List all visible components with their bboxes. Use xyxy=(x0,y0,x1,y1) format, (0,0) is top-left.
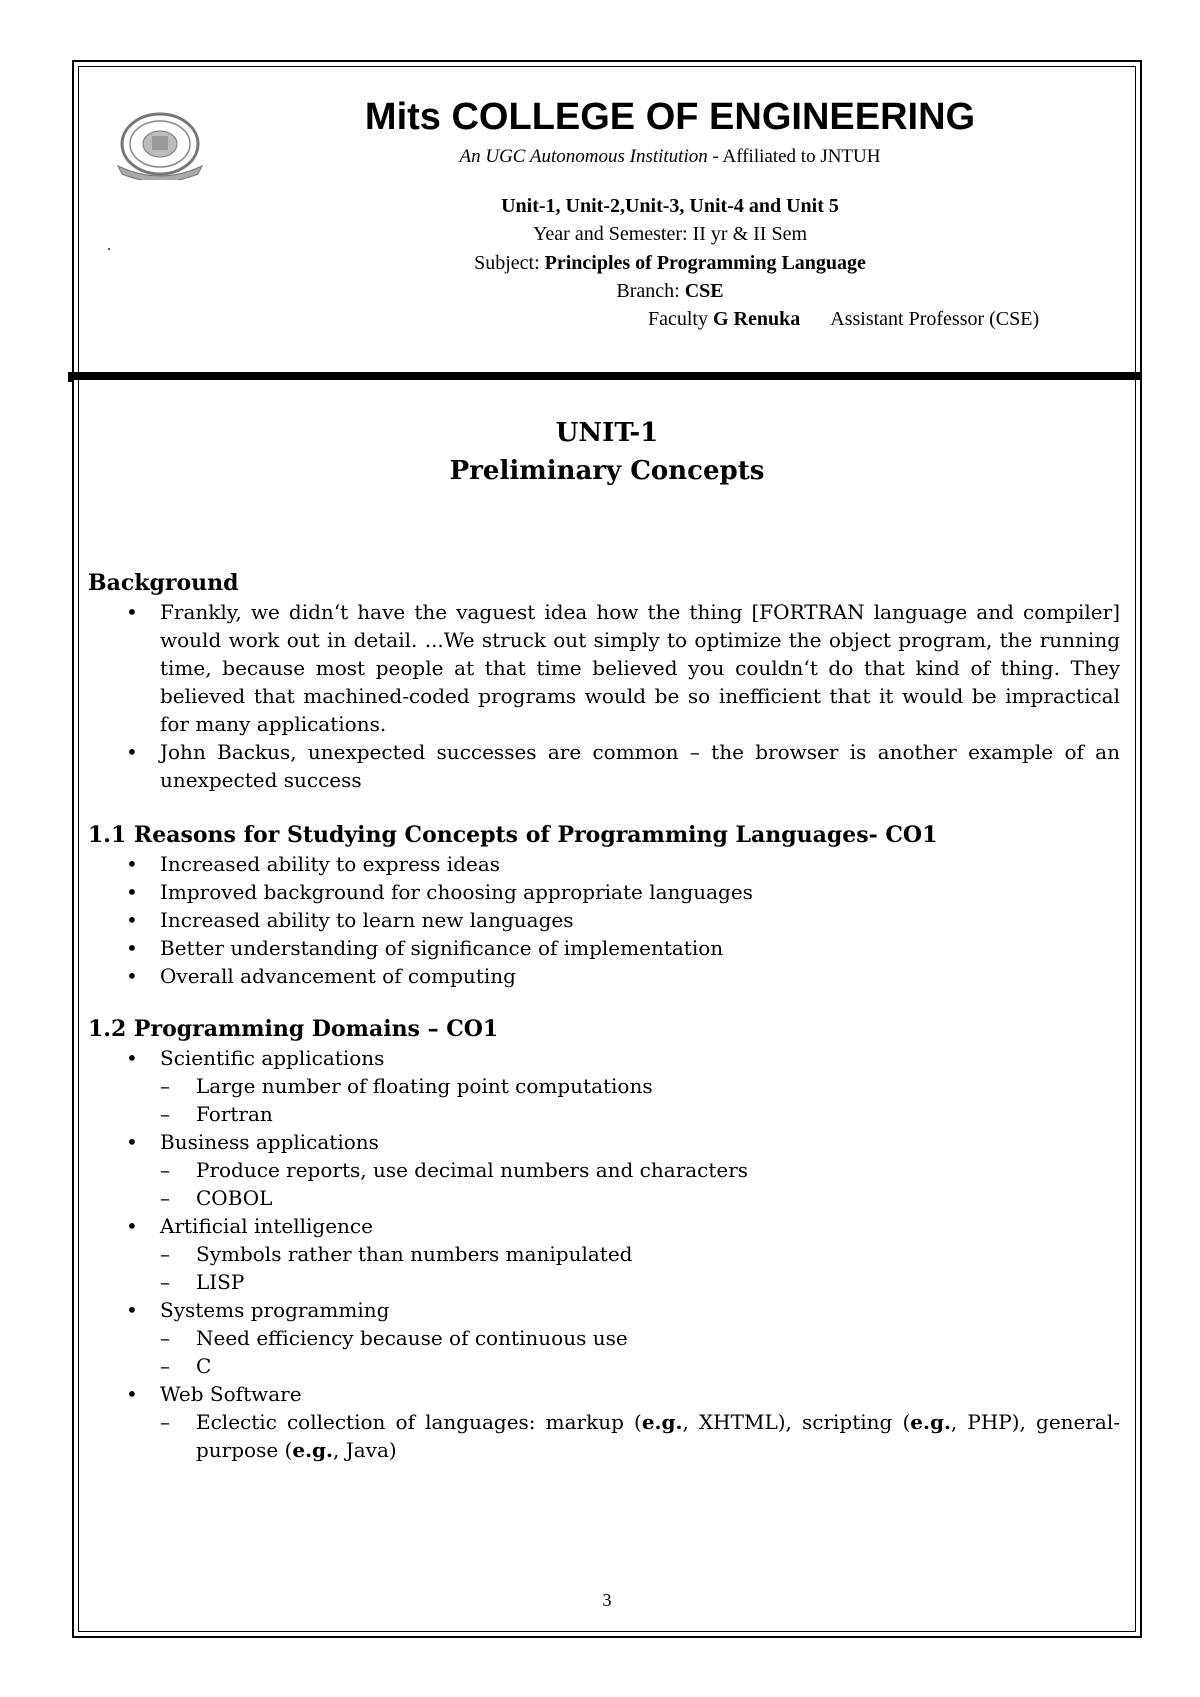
bullet-icon: • xyxy=(126,908,138,932)
branch-value: CSE xyxy=(684,280,724,302)
sub-list-item-text: Symbols rather than numbers manipulated xyxy=(196,1242,633,1266)
list-item-text: Frankly, we didn‘t have the vaguest idea how the thing [FORTRAN language and compiler] would work out in detail. ...We struck out simply to optimize the object program, the running time, because most people at that time believed you couldn‘t do that kind of thing. They believed that machined-coded programs would be so inefficient that it would be impractical for many applications. xyxy=(160,600,1120,736)
list-item xyxy=(88,1380,1120,1464)
header-divider-tick xyxy=(68,372,72,382)
domains-heading: 1.2 Programming Domains – CO1 xyxy=(88,1016,499,1042)
sub-list-item-text: COBOL xyxy=(196,1186,273,1210)
faculty-title: Assistant Professor (CSE) xyxy=(830,308,1040,330)
page-number: 3 xyxy=(602,1590,612,1610)
stray-mark xyxy=(108,248,110,250)
bullet-icon: • xyxy=(126,936,138,960)
faculty xyxy=(648,308,1039,331)
list-item xyxy=(88,962,1120,990)
background-list xyxy=(88,598,1120,794)
sub-list-item xyxy=(160,1156,1120,1184)
header-divider xyxy=(72,372,1142,380)
subject-value: Principles of Programming Language xyxy=(544,252,866,274)
bullet-icon: • xyxy=(126,1046,138,1070)
sub-list-item-text: LISP xyxy=(196,1270,245,1294)
branch-label: Branch: xyxy=(616,280,685,302)
list-item-text: Improved background for choosing appropriate languages xyxy=(160,880,753,904)
list-item-text: Scientific applications xyxy=(160,1046,385,1070)
sub-list xyxy=(160,1324,1120,1380)
affiliation-institution: An UGC Autonomous Institution xyxy=(459,146,708,167)
list-item-text: Artificial intelligence xyxy=(160,1214,373,1238)
faculty-name: G Renuka xyxy=(713,308,801,330)
college-name: Mits COLLEGE OF ENGINEERING xyxy=(364,96,976,138)
list-item-text: Systems programming xyxy=(160,1298,390,1322)
dash-icon: – xyxy=(160,1354,170,1378)
list-item-text: John Backus, unexpected successes are common – the browser is another example of an unexpected success xyxy=(160,740,1120,792)
bullet-icon: • xyxy=(126,1298,138,1322)
dash-icon: – xyxy=(160,1326,170,1350)
eg-abbrev: e.g. xyxy=(910,1410,951,1434)
page-content xyxy=(88,568,1120,1464)
faculty-label: Faculty xyxy=(648,308,713,330)
units-list: Unit-1, Unit-2,Unit-3, Unit-4 and Unit 5 xyxy=(501,195,839,217)
bullet-icon: • xyxy=(126,852,138,876)
dash-icon: – xyxy=(160,1158,170,1182)
dash-icon: – xyxy=(160,1074,170,1098)
unit-subtitle: Preliminary Concepts xyxy=(449,456,765,486)
bullet-icon: • xyxy=(126,964,138,988)
reasons-list xyxy=(88,850,1120,990)
dash-icon: – xyxy=(160,1242,170,1266)
sub-list xyxy=(160,1072,1120,1128)
sub-list-item xyxy=(160,1100,1120,1128)
list-item-text: Increased ability to learn new languages xyxy=(160,908,574,932)
bullet-icon: • xyxy=(126,1382,138,1406)
list-item-text: Overall advancement of computing xyxy=(160,964,516,988)
year-semester: Year and Semester: II yr & II Sem xyxy=(532,223,807,245)
eg-abbrev: e.g. xyxy=(292,1438,333,1462)
bullet-icon: • xyxy=(126,880,138,904)
list-item-text: Business applications xyxy=(160,1130,379,1154)
college-seal-logo xyxy=(112,108,208,180)
sub-list-item-text: Fortran xyxy=(196,1102,273,1126)
web-sub-part4: , Java) xyxy=(333,1438,397,1462)
list-item xyxy=(88,878,1120,906)
sub-list-item xyxy=(160,1184,1120,1212)
list-item xyxy=(88,1044,1120,1128)
sub-list-item-text: C xyxy=(196,1354,212,1378)
sub-list-item-text: Produce reports, use decimal numbers and characters xyxy=(196,1158,749,1182)
dash-icon: – xyxy=(160,1270,170,1294)
bullet-icon: • xyxy=(126,1130,138,1154)
list-item xyxy=(88,1128,1120,1212)
domains-list xyxy=(88,1044,1120,1464)
list-item xyxy=(88,1296,1120,1380)
list-item-text: Increased ability to express ideas xyxy=(160,852,501,876)
sub-list-item xyxy=(160,1324,1120,1352)
list-item xyxy=(88,598,1120,738)
sub-list-item-text: Need efficiency because of continuous use xyxy=(196,1326,628,1350)
list-item-text: Better understanding of significance of implementation xyxy=(160,936,724,960)
bullet-icon: • xyxy=(126,740,138,764)
subject-label: Subject: xyxy=(474,252,545,274)
list-item-text: Web Software xyxy=(160,1382,302,1406)
unit-title: UNIT-1 xyxy=(555,418,659,448)
sub-list xyxy=(160,1240,1120,1296)
branch xyxy=(270,280,1070,303)
web-sub-part1: Eclectic collection of languages: markup ( xyxy=(196,1410,642,1434)
sub-list-item xyxy=(160,1240,1120,1268)
web-sub-part3: , PHP), general-purpose ( xyxy=(196,1410,1121,1462)
sub-list xyxy=(160,1408,1120,1464)
background-heading: Background xyxy=(88,570,239,596)
sub-list xyxy=(160,1156,1120,1212)
sub-list-item xyxy=(160,1352,1120,1380)
sub-list-item xyxy=(160,1072,1120,1100)
eg-abbrev: e.g. xyxy=(641,1410,683,1434)
bullet-icon: • xyxy=(126,600,138,624)
sub-list-item-text: Large number of floating point computations xyxy=(196,1074,653,1098)
list-item xyxy=(88,850,1120,878)
dash-icon: – xyxy=(160,1102,170,1126)
subject xyxy=(270,252,1070,275)
dash-icon: – xyxy=(160,1410,170,1434)
web-sub-part2: , XHTML), scripting ( xyxy=(682,1410,911,1434)
bullet-icon: • xyxy=(126,1214,138,1238)
affiliation xyxy=(270,146,1070,168)
list-item xyxy=(88,738,1120,794)
list-item xyxy=(88,906,1120,934)
sub-list-item xyxy=(160,1268,1120,1296)
list-item xyxy=(88,1212,1120,1296)
affiliation-jntuh: - Affiliated to JNTUH xyxy=(707,146,881,167)
list-item xyxy=(88,934,1120,962)
sub-list-item xyxy=(160,1408,1120,1464)
dash-icon: – xyxy=(160,1186,170,1210)
reasons-heading: 1.1 Reasons for Studying Concepts of Programming Languages- CO1 xyxy=(88,822,938,848)
